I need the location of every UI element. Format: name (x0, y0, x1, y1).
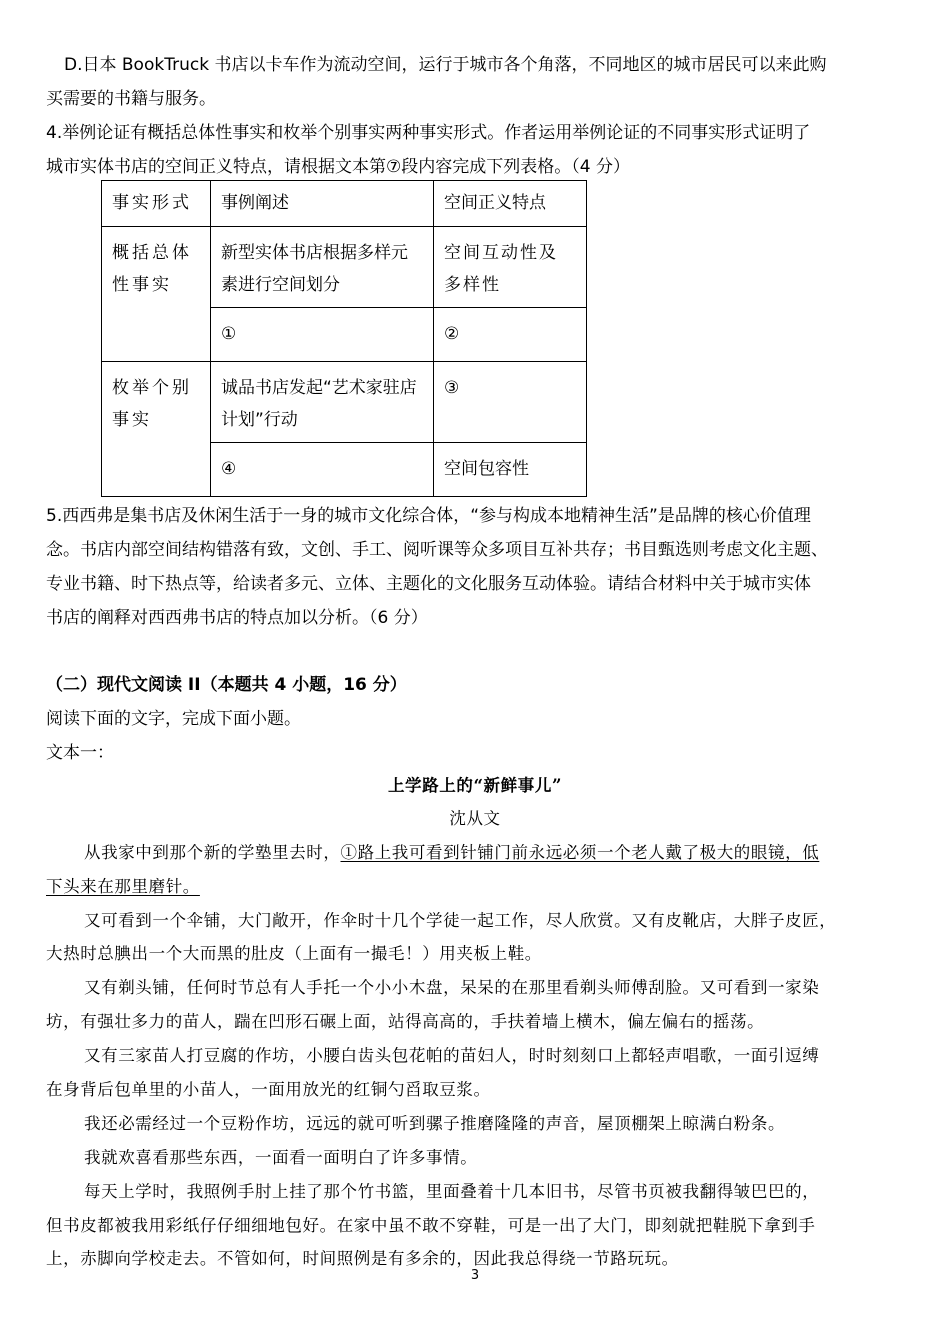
page-number: 3 (470, 1268, 480, 1283)
blank-2: ② (434, 308, 587, 362)
underlined-sentence-1: ①路上我可看到针铺门前永远必须一个老人戴了极大的眼镜，低 (340, 843, 820, 862)
paragraph-7-line2: 但书皮都被我用彩纸仔仔细细地包好。在家中虽不敢不穿鞋，可是一出了大门，即刻就把鞋脱下拿到手 (46, 1216, 816, 1235)
blank-3: ③ (434, 362, 587, 443)
article-title: 上学路上的“新鲜事儿” (387, 776, 563, 795)
text-label: 文本一： (46, 743, 114, 763)
paragraph-1-line2 (46, 874, 906, 900)
cell-r1-example: 新型实体书店根据多样元素进行空间划分 (211, 227, 434, 308)
question-5-line3: 专业书籍、时下热点等，给读者多元、立体、主题化的文化服务互动体验。请结合材料中关于城市实体 (46, 574, 811, 594)
paragraph-5: 我还必需经过一个豆粉作坊，远远的就可听到骡子推磨隆隆的声音，屋顶棚架上晾满白粉条。 (84, 1114, 786, 1133)
paragraph-1-line1 (84, 840, 944, 866)
cell-r1-feature: 空间互动性及多样性 (434, 227, 587, 308)
article-author: 沈从文 (449, 809, 501, 828)
question-5-line2: 念。书店内部空间结构错落有致，文创、手工、阅听课等众多项目互补共存；书目甄选则考虑文化主题、 (46, 540, 828, 560)
section-heading: （二）现代文阅读 II（本题共 4 小题，16 分） (46, 675, 407, 695)
group-general-fact: 概括总体性事实 (102, 227, 211, 362)
paragraph-7-line3: 上，赤脚向学校走去。不管如何，时间照例是有多余的，因此我总得绕一节路玩玩。 (46, 1249, 679, 1268)
cell-r3-example: 诚品书店发起“艺术家驻店计划”行动 (211, 362, 434, 443)
fact-form-table (101, 180, 587, 497)
question-5-line1: 5.西西弗是集书店及休闲生活于一身的城市文化综合体，“参与构成本地精神生活”是品牌的核心价值理 (46, 506, 811, 526)
cell-r4-feature: 空间包容性 (434, 443, 587, 497)
section-instruction: 阅读下面的文字，完成下面小题。 (46, 709, 301, 729)
option-d-line1: D.日本 BookTruck 书店以卡车作为流动空间，运行于城市各个角落，不同地区的城市居民可以来此购 (64, 55, 827, 75)
underlined-sentence-1-cont: 下头来在那里磨针。 (46, 877, 200, 896)
paragraph-2-line2: 大热时总腆出一个大而黑的肚皮（上面有一撮毛！）用夹板上鞋。 (46, 944, 542, 963)
question-5-line4: 书店的阐释对西西弗书店的特点加以分析。（6 分） (46, 608, 428, 628)
blank-4: ④ (211, 443, 434, 497)
paragraph-3-line2: 坊，有强壮多力的苗人，踹在凹形石碾上面，站得高高的，手扶着墙上横木，偏左偏右的摇荡。 (46, 1012, 765, 1031)
paragraph-3-line1: 又有剃头铺，任何时节总有人手托一个小小木盘，呆呆的在那里看剃头师傅刮脸。又可看到一家染 (84, 978, 820, 997)
header-fact-form: 事实形式 (102, 181, 211, 227)
paragraph-6: 我就欢喜看那些东西，一面看一面明白了许多事情。 (84, 1148, 478, 1167)
question-4-line2: 城市实体书店的空间正义特点，请根据文本第⑦段内容完成下列表格。（4 分） (46, 157, 630, 177)
paragraph-4-line1: 又有三家苗人打豆腐的作坊，小腰白齿头包花帕的苗妇人，时时刻刻口上都轻声唱歌，一面引逗缚 (84, 1046, 820, 1065)
group-individual-fact: 枚举个别事实 (102, 362, 211, 497)
paragraph-2-line1: 又可看到一个伞铺，大门敞开，作伞时十几个学徒一起工作，尽人欣赏。又有皮靴店，大胖子皮匠， (84, 911, 837, 930)
header-feature: 空间正义特点 (434, 181, 587, 227)
paragraph-4-line2: 在身背后包单里的小苗人，一面用放光的红铜勺舀取豆浆。 (46, 1080, 491, 1099)
paragraph-7-line1: 每天上学时，我照例手肘上挂了那个竹书篮，里面叠着十几本旧书，尽管书页被我翻得皱巴巴的， (84, 1182, 820, 1201)
blank-1: ① (211, 308, 434, 362)
header-example: 事例阐述 (211, 181, 434, 227)
question-4-line1: 4.举例论证有概括总体性事实和枚举个别事实两种事实形式。作者运用举例论证的不同事实形式证明了 (46, 123, 811, 143)
option-d-line2: 买需要的书籍与服务。 (46, 89, 216, 109)
paragraph-1-text: 从我家中到那个新的学塾里去时， (84, 843, 341, 862)
